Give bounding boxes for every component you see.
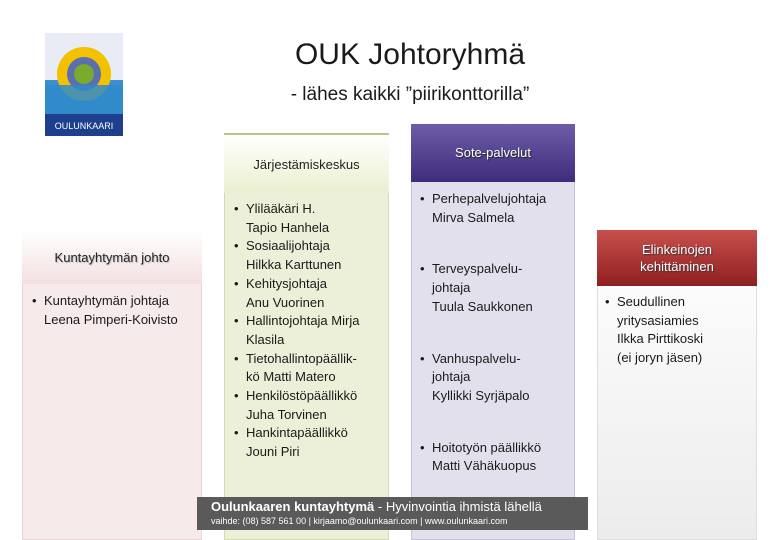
- list-item: • Henkilöstöpäällikkö Juha Torvinen: [232, 387, 382, 424]
- footer-banner: [197, 497, 588, 530]
- list-item: • Hankintapäällikkö Jouni Piri: [232, 424, 382, 461]
- elinkeinot-header: [597, 230, 757, 286]
- footer-slogan: - Hyvinvointia ihmistä lähellä: [374, 499, 542, 514]
- list-item: • Terveyspalvelu- johtaja Tuula Saukkonen: [418, 260, 573, 316]
- list-item: • Seudullinen yritysasiamies Ilkka Pirttikoski (ei joryn jäsen): [603, 293, 753, 368]
- sote-title: Sote-palvelut: [455, 144, 531, 160]
- elinkeinot-title-line1: Elinkeinojen: [641, 242, 713, 257]
- jarjestamiskeskus-header: [224, 133, 389, 193]
- jarjestamiskeskus-list: [232, 200, 382, 462]
- jarjestamiskeskus-title: Järjestämiskeskus: [253, 156, 360, 172]
- footer-org: Oulunkaaren kuntayhtymä: [211, 499, 375, 514]
- sote-list: [418, 190, 573, 476]
- sote-header: [411, 124, 575, 182]
- oulunkaari-logo: [45, 33, 123, 136]
- elinkeinot-list: [603, 293, 753, 368]
- kuntayhtyma-title: Kuntayhtymän johto: [54, 249, 170, 265]
- list-item: • Ylilääkäri H. Tapio Hanhela: [232, 200, 382, 237]
- elinkeinot-title-line2: kehittäminen: [640, 259, 714, 274]
- page-subtitle: - lähes kaikki ”piirikonttorilla”: [290, 84, 530, 105]
- list-item: • Perhepalvelujohtaja Mirva Salmela: [418, 190, 573, 227]
- page-title: OUK Johtoryhmä: [294, 38, 526, 71]
- list-item: • Hallintojohtaja Mirja Klasila: [232, 312, 382, 349]
- logo-graphic: [45, 33, 123, 136]
- list-item: • Tietohallintopäällik- kö Matti Matero: [232, 350, 382, 387]
- list-item: • Vanhuspalvelu- johtaja Kyllikki Syrjäpalo: [418, 350, 573, 406]
- kuntayhtyma-header: [22, 230, 202, 284]
- footer-line1: [211, 499, 576, 515]
- list-item: • Sosiaalijohtaja Hilkka Karttunen: [232, 237, 382, 274]
- list-item: • Kehitysjohtaja Anu Vuorinen: [232, 275, 382, 312]
- logo-text: OULUNKAARI: [54, 121, 114, 131]
- footer-contact: vaihde: (08) 587 561 00 | kirjaamo@oulunkaari.com | www.oulunkaari.com: [211, 516, 508, 526]
- list-item: • Kuntayhtymän johtaja Leena Pimperi-Koivisto: [30, 292, 202, 329]
- list-item: • Hoitotyön päällikkö Matti Vähäkuopus: [418, 439, 573, 476]
- kuntayhtyma-list: [30, 292, 202, 329]
